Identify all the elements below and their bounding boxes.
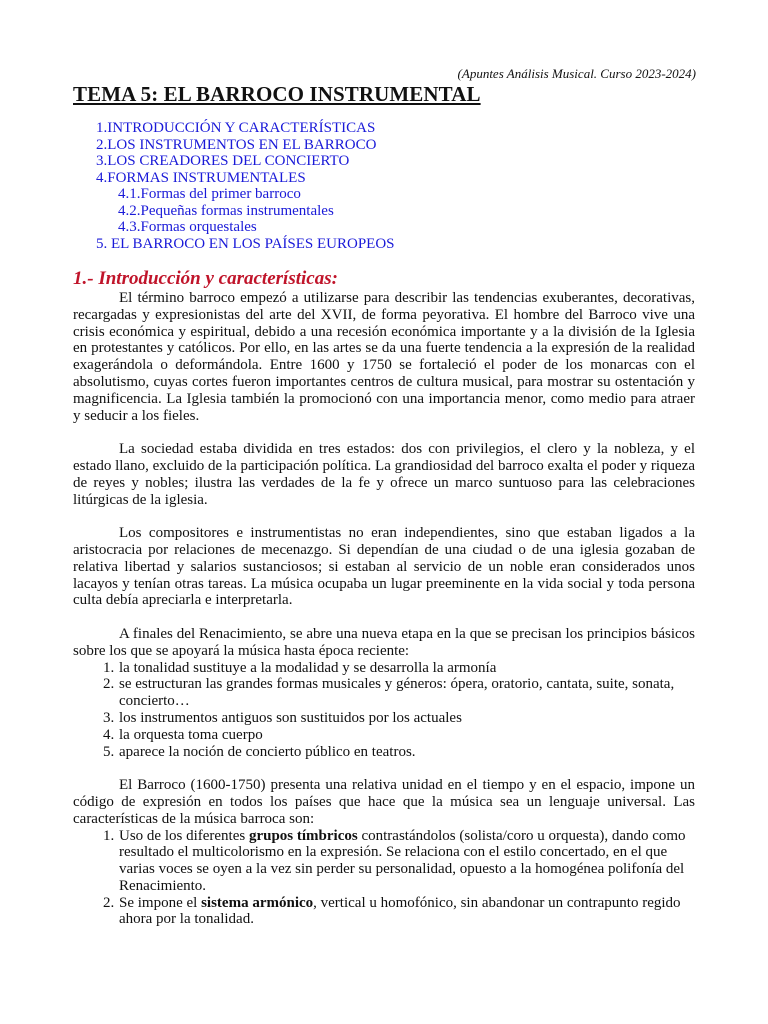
- table-of-contents: [96, 120, 395, 252]
- bold-term: sistema armónico: [201, 894, 314, 911]
- bold-term: grupos tímbricos: [248, 827, 358, 844]
- toc-item-introduccion[interactable]: 1.INTRODUCCIÓN Y CARACTERÍSTICAS: [96, 120, 376, 136]
- page-title: TEMA 5: EL BARROCO INSTRUMENTAL: [73, 82, 481, 106]
- characteristics-list: [73, 828, 695, 929]
- toc-subitem-primer-barroco[interactable]: 4.1.Formas del primer barroco: [118, 186, 301, 202]
- paragraph-5: El Barroco (1600-1750) presenta una relativa unidad en el tiempo y en el espacio, impone un código de expresión en todos los países que hace que la música sea un lenguaje universal. Las características de la música barroca son:: [73, 777, 695, 827]
- list-item: [118, 828, 695, 895]
- list-text: Uso de los diferentes: [119, 827, 249, 844]
- list-item: 3. los instrumentos antiguos son sustituidos por los actuales: [118, 710, 695, 727]
- section-body: [73, 290, 695, 928]
- section-heading: 1.- Introducción y características:: [73, 268, 338, 289]
- list-text: , vertical u homofónico, sin abandonar un contrapunto regido ahora por la tonalidad.: [119, 894, 681, 928]
- toc-subitem-pequenas-formas[interactable]: 4.2.Pequeñas formas instrumentales: [118, 202, 334, 219]
- paragraph-2: La sociedad estaba dividida en tres estados: dos con privilegios, el clero y la nobleza, y el estado llano, excluido de la participación política. La grandiosidad del barroco exalta el poder y riqueza de reyes y nobles; ilustra las verdades de la fe y ofrece un marco suntuoso para las celebraciones litúrgicas de la iglesia.: [73, 441, 695, 508]
- list-item: 2. se estructuran las grandes formas musicales y géneros: ópera, oratorio, cantata, suite, sonata, concierto…: [118, 676, 695, 710]
- toc-subitem-formas-orquestales[interactable]: 4.3.Formas orquestales: [118, 219, 257, 235]
- list-item: 4. la orquesta toma cuerpo: [118, 727, 695, 744]
- list-item: 1. la tonalidad sustituye a la modalidad y se desarrolla la armonía: [118, 660, 695, 677]
- list-item: 5. aparece la noción de concierto público en teatros.: [118, 744, 695, 761]
- list-item: [118, 895, 695, 929]
- paragraph-3: Los compositores e instrumentistas no eran independientes, sino que estaban ligados a la aristocracia por relaciones de mecenazgo. Si dependían de una ciudad o de una iglesia gozaban de relativa libertad y salarios sustanciosos; si estaban al servicio de un noble eran considerados unos lacayos y tenían otras tareas. La música ocupaba un lugar preeminente en la vida social y toda persona culta debía apreciarla e interpretarla.: [73, 525, 695, 609]
- principles-list: [73, 660, 695, 761]
- toc-item-paises-europeos[interactable]: 5. EL BARROCO EN LOS PAÍSES EUROPEOS: [96, 235, 395, 252]
- header-note: (Apuntes Análisis Musical. Curso 2023-2024): [457, 66, 696, 81]
- toc-item-instrumentos[interactable]: 2.LOS INSTRUMENTOS EN EL BARROCO: [96, 136, 377, 153]
- list-text: Se impone el: [119, 894, 202, 911]
- list-text: contrastándolos (solista/coro u orquesta), dando como resultado el multicolorismo en la expresión. Se relaciona con el estilo concertado, en el que varias voces se oyen a la vez sin perder su personalidad, opuesto a la homogénea polifonía del Renacimiento.: [119, 827, 686, 894]
- paragraph-4: A finales del Renacimiento, se abre una nueva etapa en la que se precisan los principios básicos sobre los que se apoyará la música hasta época reciente:: [73, 625, 695, 659]
- toc-item-formas[interactable]: 4.FORMAS INSTRUMENTALES: [96, 169, 306, 186]
- paragraph-1: El término barroco empezó a utilizarse para describir las tendencias exuberantes, decorativas, recargadas y expresionistas del arte del XVII, de forma peyorativa. El hombre del Barroco vive una crisis económica y espiritual, debido a una recesión económica importante y a la división de la Iglesia en protestantes y católicos. Por ello, en las artes se da una fuerte tendencia a la expresión de la realidad exagerándola o deformándola. Entre 1600 y 1750 se fortaleció el poder de los monarcas con el absolutismo, cuyas cortes fueron importantes centros de cultura musical, para mostrar su ostentación y magnificencia. La Iglesia también la promocionó con una importancia menor, como medio para atraer y seducir a los fieles.: [73, 290, 695, 424]
- toc-item-creadores[interactable]: 3.LOS CREADORES DEL CONCIERTO: [96, 153, 350, 169]
